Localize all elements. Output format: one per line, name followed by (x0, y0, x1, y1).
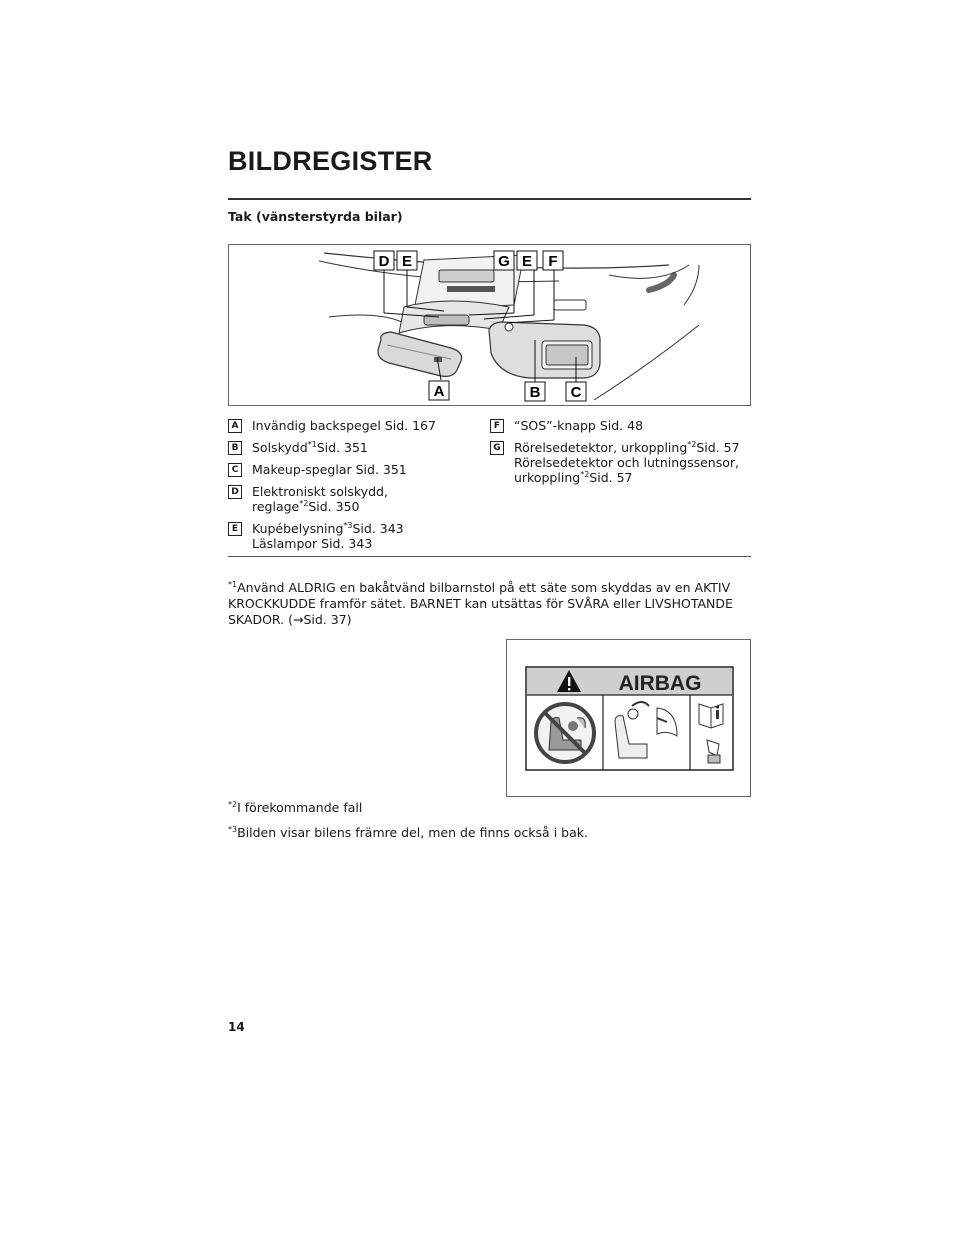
svg-text:B: B (529, 384, 541, 401)
legend-badge: G (490, 441, 504, 455)
legend-right-column (490, 418, 752, 492)
legend-badge: F (490, 419, 504, 433)
roof-illustration (229, 245, 750, 405)
svg-text:F: F (548, 253, 558, 270)
legend-item-d: D Elektroniskt solskydd, reglage$^{*2}$Sid. 350 (228, 484, 483, 514)
svg-text:C: C (570, 384, 582, 401)
svg-text:E: E (401, 253, 413, 270)
legend-divider (228, 556, 751, 557)
section-title: Tak (vänsterstyrda bilar) (228, 209, 403, 224)
svg-text:D: D (378, 253, 390, 270)
header-divider (228, 198, 751, 200)
callout-b (525, 382, 545, 401)
legend-badge: A (228, 419, 242, 433)
callout-c (566, 382, 586, 401)
callout-e (397, 251, 417, 270)
legend-item-e: E Kupébelysning$^{*3}$Sid. 343 Läslampor Sid. 343 (228, 521, 483, 551)
legend-badge: B (228, 441, 242, 455)
legend-badge: E (228, 522, 242, 536)
callout-d (374, 251, 394, 270)
page-number: 14 (228, 1020, 245, 1034)
legend-item-b: B Solskydd$^{*1}$Sid. 351 (228, 440, 483, 455)
footnote-2: $^{*2}$I förekommande fall (228, 800, 363, 815)
footnote-3: $^{*3}$Bilden visar bilens främre del, men de finns också i bak. (228, 825, 588, 840)
svg-text:E: E (521, 253, 533, 270)
footnote-1: $^{*1}$Använd ALDRIG en bakåtvänd bilbarnstol på ett säte som skyddas av en AKTIV KROCKKUDDE framför sätet. BARNET kan utsättas för SVÅRA eller LIVSHOTANDE SKADOR. (→Sid. 37) (228, 580, 733, 627)
svg-text:G: G (498, 253, 510, 270)
callout-a (429, 381, 449, 400)
svg-text:A: A (433, 383, 445, 400)
legend-item-a: A Invändig backspegel Sid. 167 (228, 418, 483, 433)
legend-item-f: F “SOS”-knapp Sid. 48 (490, 418, 752, 433)
roof-figure (228, 244, 751, 406)
legend-left-column (228, 418, 483, 558)
legend-item-c: C Makeup-speglar Sid. 351 (228, 462, 483, 477)
page-title: BILDREGISTER (228, 146, 433, 176)
airbag-label-illustration (507, 640, 750, 796)
airbag-warning-label (506, 639, 751, 797)
callout-g (494, 251, 514, 270)
airbag-label-title: AIRBAG (618, 672, 702, 695)
legend-badge: D (228, 485, 242, 499)
callout-f (543, 251, 563, 270)
callout-e-right (517, 251, 537, 270)
legend-item-g: G Rörelsedetektor, urkoppling$^{*2}$Sid. 57 Rörelsedetektor och lutningssensor, urkoppling$^{*2}$Sid. 57 (490, 440, 752, 485)
no-rear-facing-child-seat-icon (536, 704, 594, 762)
legend-badge: C (228, 463, 242, 477)
